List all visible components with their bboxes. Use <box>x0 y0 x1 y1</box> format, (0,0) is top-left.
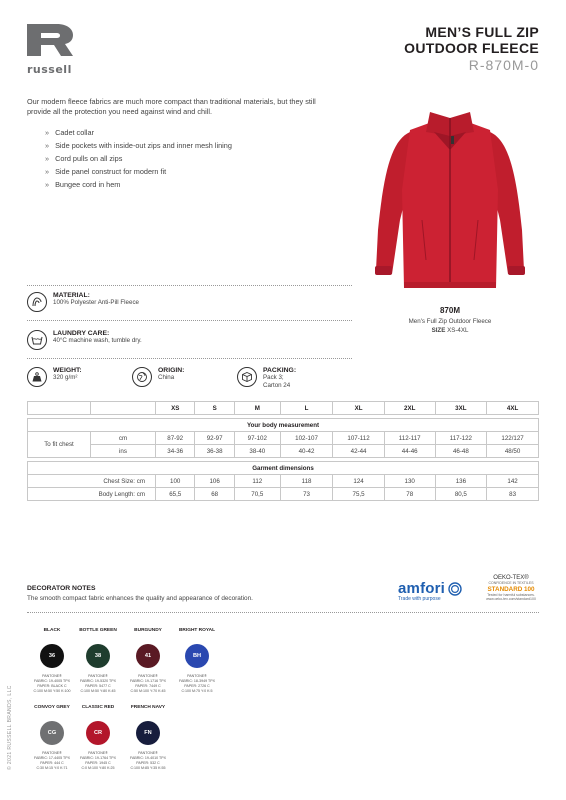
colour-circle: 41 <box>136 644 160 668</box>
table-cell: 106 <box>195 475 234 488</box>
pantone-paper: PAPER: BLACK C <box>37 684 67 688</box>
weight-icon <box>27 367 47 387</box>
amfori-tagline: Trade with purpose <box>398 596 441 602</box>
size-header: L <box>280 402 332 415</box>
table-cell: 112-117 <box>384 432 435 445</box>
pantone-label: PANTONE® <box>138 751 158 755</box>
material-spec <box>27 292 139 312</box>
colour-circle: 38 <box>86 644 110 668</box>
washing-icon <box>27 330 47 350</box>
colour-info <box>172 674 222 694</box>
cmyk-value: C:30 M:15 Y:0 K:71 <box>36 766 68 770</box>
colour-name: CONVOY GREY <box>34 705 70 710</box>
cmyk-value: C:100 M:50 Y:50 K:100 <box>33 689 71 693</box>
oeko-title: OEKO-TEX® <box>493 575 529 581</box>
feature-item: » Bungee cord in hem <box>45 178 232 191</box>
colour-swatch[interactable] <box>172 628 222 694</box>
colour-info <box>123 751 173 771</box>
table-cell: 70,5 <box>234 488 280 501</box>
colour-swatch[interactable] <box>27 628 77 694</box>
feature-item: » Side pockets with inside-out zips and inner mesh lining <box>45 139 232 152</box>
unit-label: cm <box>91 432 156 445</box>
feature-item: » Cord pulls on all zips <box>45 152 232 165</box>
divider <box>27 358 352 359</box>
size-header: M <box>234 402 280 415</box>
table-cell: 75,5 <box>333 488 385 501</box>
colour-swatch[interactable] <box>73 705 123 771</box>
russell-r-mark-icon <box>27 24 73 56</box>
size-header: S <box>195 402 234 415</box>
decorator-notes-title: DECORATOR NOTES <box>27 585 96 592</box>
table-cell: 65,5 <box>156 488 195 501</box>
colour-name: BOTTLE GREEN <box>79 628 117 633</box>
pantone-paper: PAPER: 1945 C <box>85 761 111 765</box>
pantone-fabric: FABRIC: 19-1764 TPX <box>79 756 117 760</box>
product-name: Men's Full Zip Outdoor Fleece <box>408 318 492 325</box>
fleece-jacket-image <box>370 110 530 300</box>
table-row <box>28 475 539 488</box>
packing-label: PACKING: <box>263 367 297 374</box>
colour-info <box>123 674 173 694</box>
table-cell: 124 <box>333 475 385 488</box>
table-row <box>28 432 539 445</box>
packing-value-2: Carton 24 <box>263 382 291 389</box>
packing-value-1: Pack 3; <box>263 374 284 381</box>
origin-spec <box>132 367 184 387</box>
material-label: MATERIAL: <box>53 292 90 299</box>
section-title: Your body measurement <box>28 419 539 432</box>
colour-info <box>27 674 77 694</box>
colour-circle: CG <box>40 721 64 745</box>
table-cell: 136 <box>435 475 487 488</box>
oeko-tex-label <box>482 575 540 602</box>
colour-circle: CR <box>86 721 110 745</box>
table-cell: 83 <box>487 488 539 501</box>
colour-swatch[interactable] <box>73 628 123 694</box>
table-cell: 107-112 <box>333 432 385 445</box>
pantone-fabric: FABRIC: 18-3949 TPX <box>178 679 216 683</box>
table-cell: 118 <box>280 475 332 488</box>
material-value: 100% Polyester Anti-Pill Fleece <box>53 299 139 306</box>
amfori-rings-icon <box>448 582 462 596</box>
table-cell: 46-48 <box>435 445 487 458</box>
feature-list <box>45 126 232 191</box>
pantone-paper: PAPER: 444 C <box>40 761 64 765</box>
title-line-2: OUTDOOR FLEECE <box>404 40 539 56</box>
origin-value: China <box>158 374 175 381</box>
cmyk-value: C:50 M:100 Y:70 K:45 <box>130 689 166 693</box>
size-table <box>27 401 539 501</box>
pantone-label: PANTONE® <box>187 674 207 678</box>
brand-wordmark: russell <box>27 63 72 76</box>
laundry-label: LAUNDRY CARE: <box>53 330 110 337</box>
colour-circle: BH <box>185 644 209 668</box>
colour-name: BURGUNDY <box>134 628 162 633</box>
divider <box>27 320 352 321</box>
colour-swatch[interactable] <box>123 705 173 771</box>
intro-text: Our modern fleece fabrics are much more compact than traditional materials, but they still provide all the protection you need against wind and chill. <box>27 97 316 116</box>
colour-name: CLASSIC RED <box>81 705 115 710</box>
weight-spec <box>27 367 82 387</box>
table-cell: 87-92 <box>156 432 195 445</box>
colour-name: BLACK <box>43 628 61 633</box>
pantone-fabric: FABRIC: 19-1716 TPX <box>129 679 167 683</box>
colour-circle: 36 <box>40 644 64 668</box>
pantone-label: PANTONE® <box>88 674 108 678</box>
row-label: Body Length: cm <box>28 488 156 501</box>
table-cell: 102-107 <box>280 432 332 445</box>
section-title: Garment dimensions <box>28 462 539 475</box>
cmyk-value: C:100 M:85 Y:35 K:55 <box>130 766 166 770</box>
colour-name: FRENCH NAVY <box>130 705 166 710</box>
pantone-label: PANTONE® <box>138 674 158 678</box>
colour-swatch[interactable] <box>123 628 173 694</box>
pantone-paper: PAPER: 2726 C <box>184 684 210 688</box>
title-line-1: MEN’S FULL ZIP <box>425 24 539 40</box>
pantone-paper: PAPER: 7449 C <box>135 684 161 688</box>
size-header: XL <box>333 402 385 415</box>
table-cell: 78 <box>384 488 435 501</box>
table-cell: 42-44 <box>333 445 385 458</box>
fabric-icon <box>27 292 47 312</box>
table-row <box>28 445 539 458</box>
colour-info <box>73 751 123 771</box>
colour-info <box>73 674 123 694</box>
table-cell: 97-102 <box>234 432 280 445</box>
russell-logo <box>27 24 79 76</box>
table-row <box>28 488 539 501</box>
table-cell: 34-36 <box>156 445 195 458</box>
decorator-notes-text: The smooth compact fabric enhances the quality and appearance of decoration. <box>27 595 253 602</box>
empty-cell <box>91 402 156 415</box>
divider <box>27 285 352 286</box>
globe-icon <box>132 367 152 387</box>
amfori-logo <box>398 580 462 602</box>
table-cell: 122/127 <box>487 432 539 445</box>
pantone-paper: PAPER: 532 C <box>136 761 160 765</box>
table-cell: 48/50 <box>487 445 539 458</box>
amfori-wordmark: amfori <box>398 580 446 597</box>
oeko-line-1: Tested for harmful substances. <box>487 592 535 597</box>
product-model: 870M <box>439 306 460 315</box>
size-header: 3XL <box>435 402 487 415</box>
table-cell: 40-42 <box>280 445 332 458</box>
table-cell: 38-40 <box>234 445 280 458</box>
table-cell: 130 <box>384 475 435 488</box>
table-cell: 112 <box>234 475 280 488</box>
table-cell: 68 <box>195 488 234 501</box>
size-value: XS-4XL <box>447 327 469 334</box>
oeko-standard: STANDARD 100 <box>487 585 535 593</box>
row-label: Chest Size: cm <box>28 475 156 488</box>
product-image <box>370 110 530 300</box>
pantone-paper: PAPER: 5477 C <box>85 684 111 688</box>
origin-label: ORIGIN: <box>158 367 185 374</box>
table-cell: 73 <box>280 488 332 501</box>
table-cell: 80,5 <box>435 488 487 501</box>
size-header-row <box>28 402 539 415</box>
cmyk-value: C:100 M:75 Y:0 K:5 <box>181 689 213 693</box>
colour-swatch[interactable] <box>27 705 77 771</box>
table-cell: 117-122 <box>435 432 487 445</box>
size-header: XS <box>156 402 195 415</box>
pantone-label: PANTONE® <box>42 751 62 755</box>
table-cell: 142 <box>487 475 539 488</box>
body-measurement-title-row <box>28 419 539 432</box>
table-cell: 36-38 <box>195 445 234 458</box>
empty-cell <box>28 402 91 415</box>
packing-spec <box>237 367 296 390</box>
colour-info <box>27 751 77 771</box>
box-icon <box>237 367 257 387</box>
table-cell: 100 <box>156 475 195 488</box>
weight-value: 320 g/m² <box>53 374 78 381</box>
pantone-fabric: FABRIC: 19-5320 TPX <box>79 679 117 683</box>
table-cell: 92-97 <box>195 432 234 445</box>
size-header: 4XL <box>487 402 539 415</box>
size-label: SIZE <box>431 327 446 334</box>
pantone-fabric: FABRIC: 19-4010 TPX <box>129 756 167 760</box>
divider <box>27 612 539 613</box>
table-cell: 44-46 <box>384 445 435 458</box>
colour-circle: FN <box>136 721 160 745</box>
chest-label: To fit chest <box>28 432 91 458</box>
laundry-value: 40°C machine wash, tumble dry. <box>53 337 142 344</box>
feature-item: » Cadet collar <box>45 126 232 139</box>
garment-dimensions-title-row <box>28 462 539 475</box>
laundry-spec <box>27 330 142 350</box>
copyright-text: © 2021 RUSSELL BRANDS, LLC <box>7 685 13 770</box>
colour-name: BRIGHT ROYAL <box>178 628 216 633</box>
cmyk-value: C:100 M:50 Y:80 K:45 <box>80 689 116 693</box>
feature-item: » Side panel construct for modern fit <box>45 165 232 178</box>
oeko-small: CONFIDENCE IN TEXTILES <box>488 581 534 585</box>
product-code: R-870M-0 <box>468 57 539 73</box>
pantone-label: PANTONE® <box>42 674 62 678</box>
unit-label: ins <box>91 445 156 458</box>
pantone-label: PANTONE® <box>88 751 108 755</box>
weight-label: WEIGHT: <box>53 367 82 374</box>
size-header: 2XL <box>384 402 435 415</box>
pantone-fabric: FABRIC: 19-4005 TPX <box>33 679 71 683</box>
pantone-fabric: FABRIC: 17-4405 TPX <box>33 756 71 760</box>
page-title <box>404 24 539 56</box>
oeko-line-2: www.oeko-tex.com/standard100 <box>486 597 536 601</box>
product-size <box>370 327 530 334</box>
cmyk-value: C:0 M:100 Y:80 K:25 <box>81 766 115 770</box>
